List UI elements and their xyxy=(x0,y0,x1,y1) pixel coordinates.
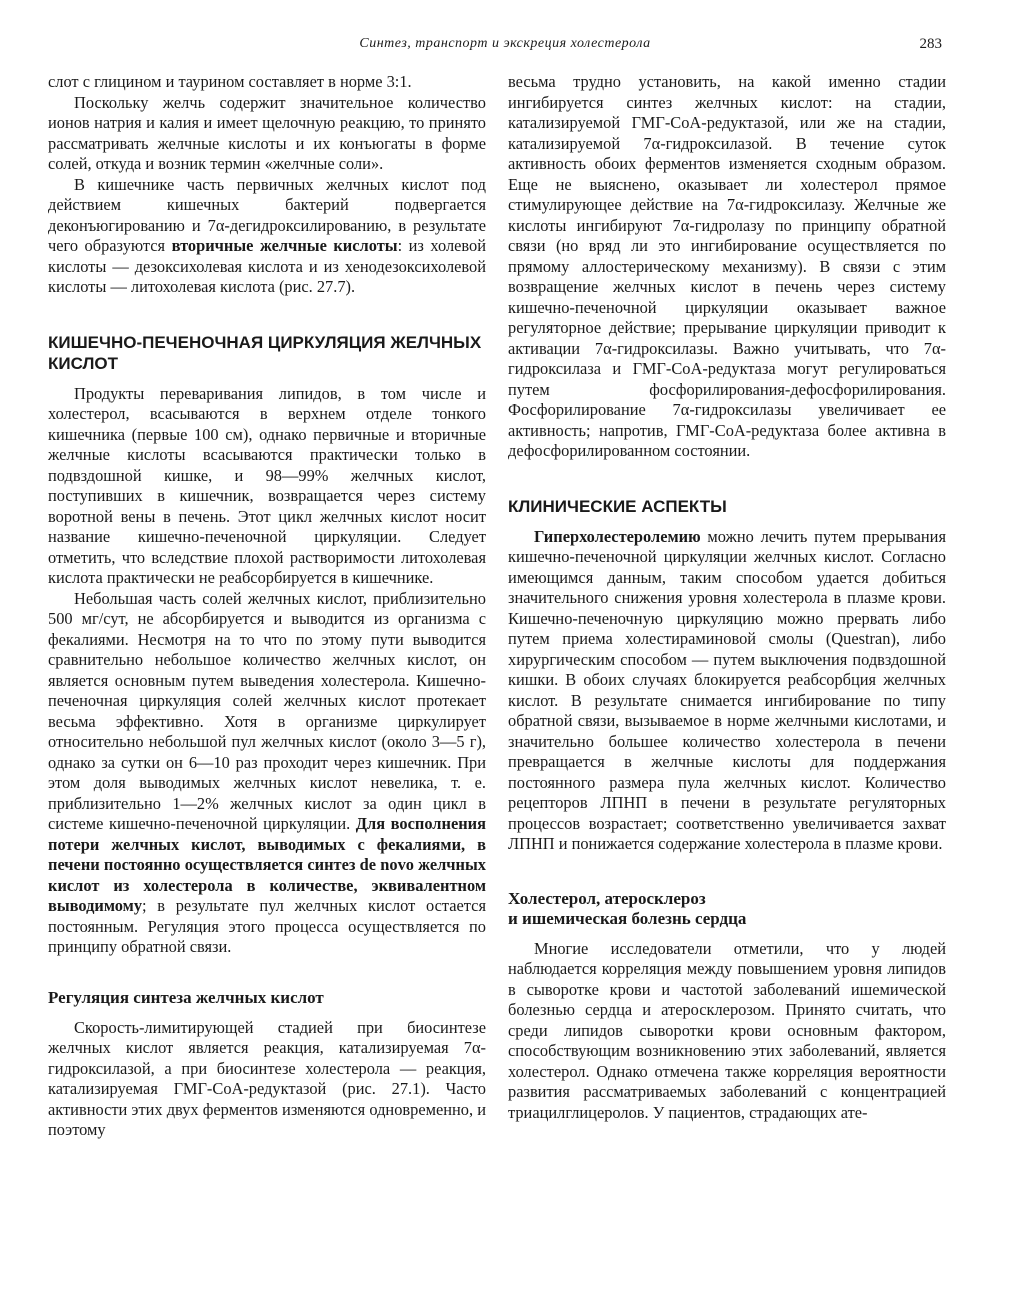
text-run: Небольшая часть солей желчных кислот, приблизительно 500 мг/сут, не абсорбируется и выводится из организма с фекалиями. Несмотря на то что по этому пути выводится сравнительно небольшое количество желчных кислот, он является основным путем выведения холестерола. Кишечно-печеночная циркуляция солей желчных кислот протекает весьма эффективно. Хотя в организме циркулирует относительно небольшой пул желчных кислот (около 3—5 г), однако за сутки он 6—10 раз проходит через кишечник. При этом доля выводимых желчных кислот невелика, т. е. приблизительно 1—2% желчных кислот за один цикл в системе кишечно-печеночной циркуляции. xyxy=(48,588,486,833)
subsection-heading-line-2: и ишемическая болезнь сердца xyxy=(508,908,747,928)
spacer xyxy=(508,517,946,527)
section-heading: КЛИНИЧЕСКИЕ АСПЕКТЫ xyxy=(508,496,727,516)
spacer xyxy=(48,1008,486,1018)
paragraph xyxy=(48,175,486,298)
paragraph: Многие исследователи отметили, что у людей наблюдается корреляция между повышением уровня липидов в сыворотке крови и частотой заболеваний ишемической болезнью сердца и атеросклерозом. Принято считать, что среди липидов сыворотки крови основным фактором, способствующим возникновению этих заболеваний, является холестерол. Однако отмечена также корреляция вероятности развития рассматриваемых заболеваний с концентрацией триацилглицеролов. У пациентов, страдающих ате- xyxy=(508,938,946,1122)
spacer xyxy=(48,374,486,384)
paragraph: Поскольку желчь содержит значительное количество ионов натрия и калия и имеет щелочную реакцию, то принято рассматривать желчные кислоты и их конъюгаты в форме солей, откуда и возник термин «желчные соли». xyxy=(48,92,486,173)
bold-statement: Для восполнения потери желчных кислот, выводимых с фекалиями, в печени постоянно осуществляется синтез de novo желчных кислот из холестерола в количестве, эквивалентном выводимому xyxy=(48,814,486,915)
spacer xyxy=(508,462,946,496)
paragraph xyxy=(48,589,486,958)
text-run: В кишечнике часть первичных желчных кислот под действием кишечных бактерий подвергается деконъюгированию и 7α-дегидроксилированию, в результате чего образуются xyxy=(48,174,486,255)
spacer xyxy=(48,298,486,332)
text-run: можно лечить путем прерывания кишечно-печеночной циркуляции желчных кислот. Согласно имеющимся данным, таким способом удается добиться значительного снижения уровня холестерола в плазме крови. Кишечно-печеночную циркуляцию можно прервать либо путем приема холестираминовой смолы (Questran), либо хирургическим способом — путем выключения подвздошной кишки. В обоих случаях блокируется реабсорбция желчных кислот. В результате снимается ингибирование по типу обратной связи, вызываемое в норме желчными кислотами, и значительно большее количество холестерола в печени превращается в желчные кислоты для поддержания постоянного размера пула желчных кислот. Количество рецепторов ЛПНП в печени в результате регуляторных процессов возрастает; соответственно увеличивается захват ЛПНП и понижается содержание холестерола в плазме крови. xyxy=(508,526,946,853)
text-run: ; в результате пул желчных кислот остается постоянным. Регуляция этого процесса осуществляется по принципу обратной связи. xyxy=(48,896,486,956)
paragraph: слот с глицином и таурином составляет в норме 3:1. xyxy=(48,72,412,91)
right-column xyxy=(508,72,946,1123)
spacer xyxy=(48,958,486,988)
left-column xyxy=(48,72,486,1141)
paragraph: Продукты переваривания липидов, в том числе и холестерол, всасываются в верхнем отделе тонкого кишечника (первые 100 см), однако первичные и вторичные желчные кислоты всасываются практически только в подвздошной кишке, и 98—99% желчных кислот, поступивших в кишечник, возвращается через систему воротной вены в печень. Этот цикл желчных кислот носит название кишечно-печеночной циркуляции. Следует отметить, что вследствие плохой растворимости литохолевая кислота практически не реабсорбируется в кишечнике. xyxy=(48,383,486,587)
paragraph: Скорость-лимитирующей стадией при биосинтезе желчных кислот является реакция, катализируемая 7α-гидроксилазой, а при биосинтезе холестерола — реакция, катализируемая ГМГ-СоА-редуктазой (рис. 27.1). Часто активности этих двух ферментов изменяются одновременно, и поэтому xyxy=(48,1017,486,1139)
running-title: Синтез, транспорт и экскреция холестерола xyxy=(359,36,651,51)
subsection-heading-line-1: Холестерол, атеросклероз xyxy=(508,888,706,908)
section-heading: КИШЕЧНО-ПЕЧЕНОЧНАЯ ЦИРКУЛЯЦИЯ ЖЕЛЧНЫХ КИСЛОТ xyxy=(48,332,482,373)
paragraph xyxy=(508,527,946,855)
page-number: 283 xyxy=(919,36,942,52)
bold-term: Гиперхолестеролемию xyxy=(534,526,701,546)
text-run: : из холевой кислоты — дезоксихолевая кислота и из хенодезоксихолевой кислоты — литохолевая кислота (рис. 27.7). xyxy=(48,236,487,296)
bold-term: вторичные желчные кислоты xyxy=(171,236,398,255)
spacer xyxy=(508,855,946,889)
spacer xyxy=(508,929,946,939)
paragraph: весьма трудно установить, на какой именно стадии ингибируется синтез желчных кислот: на стадии, катализируемой ГМГ-СоА-редуктазой, или же на стадии, катализируемой 7α-гидроксилазой. В течение суток активность обоих ферментов изменяется сходным образом. Еще не выяснено, оказывает ли холестерол прямое стимулирующее действие на 7α-гидроксилазу. Желчные же кислоты ингибируют 7α-гидролазу по принципу обратной связи (но вряд ли это ингибирование осуществляется по прямому аллостерическому механизму). В связи с этим возвращение желчных кислот в печень через систему кишечно-печеночной циркуляции оказывает важное регуляторное действие; прерывание циркуляции приводит к активации 7α-гидроксилазы. Важно учитывать, что 7α-гидроксилаза и ГМГ-СоА-редуктаза могут регулироваться путем фосфорилирования-дефосфорилирования. Фосфорилирование 7α-гидроксилазы увеличивает ее активность; напротив, ГМГ-СоА-редуктаза более активна в дефосфорилированном состоянии. xyxy=(508,72,946,460)
subsection-heading: Регуляция синтеза желчных кислот xyxy=(48,987,324,1007)
